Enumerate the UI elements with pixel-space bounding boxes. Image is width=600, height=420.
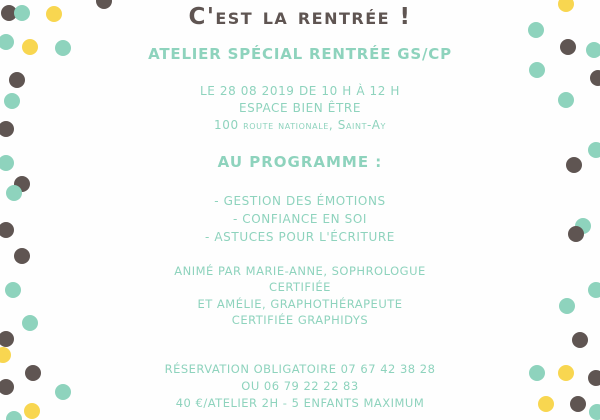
program-heading: AU PROGRAMME : (217, 153, 383, 171)
program-item: - CONFIANCE EN SOI (232, 212, 368, 226)
facilitator-line: ET AMÉLIE, GRAPHOTHÉRAPEUTE (197, 297, 403, 311)
booking-line: OU 06 79 22 22 83 (241, 379, 359, 393)
page-title: C'est la rentrée ! (188, 4, 412, 30)
facilitator-line: CERTIFIÉE (269, 280, 331, 294)
event-address: 100 route nationale, Saint-Ay (213, 118, 387, 132)
program-item: - ASTUCES POUR L'ÉCRITURE (205, 230, 395, 244)
facilitator-line: CERTIFIÉE GRAPHIDYS (231, 313, 369, 327)
booking-line: 40 €/ATELIER 2H - 5 ENFANTS MAXIMUM (175, 396, 425, 410)
facilitator-line: ANIMÉ PAR MARIE-ANNE, SOPHROLOGUE (174, 264, 426, 278)
event-date: LE 28 08 2019 DE 10 H À 12 H (199, 84, 401, 98)
workshop-subtitle: ATELIER SPÉCIAL RENTRÉE GS/CP (148, 45, 452, 63)
program-item: - GESTION DES ÉMOTIONS (214, 194, 386, 208)
booking-line: RÉSERVATION OBLIGATOIRE 07 67 42 38 28 (164, 362, 436, 376)
event-place: ESPACE BIEN ÊTRE (238, 101, 362, 115)
